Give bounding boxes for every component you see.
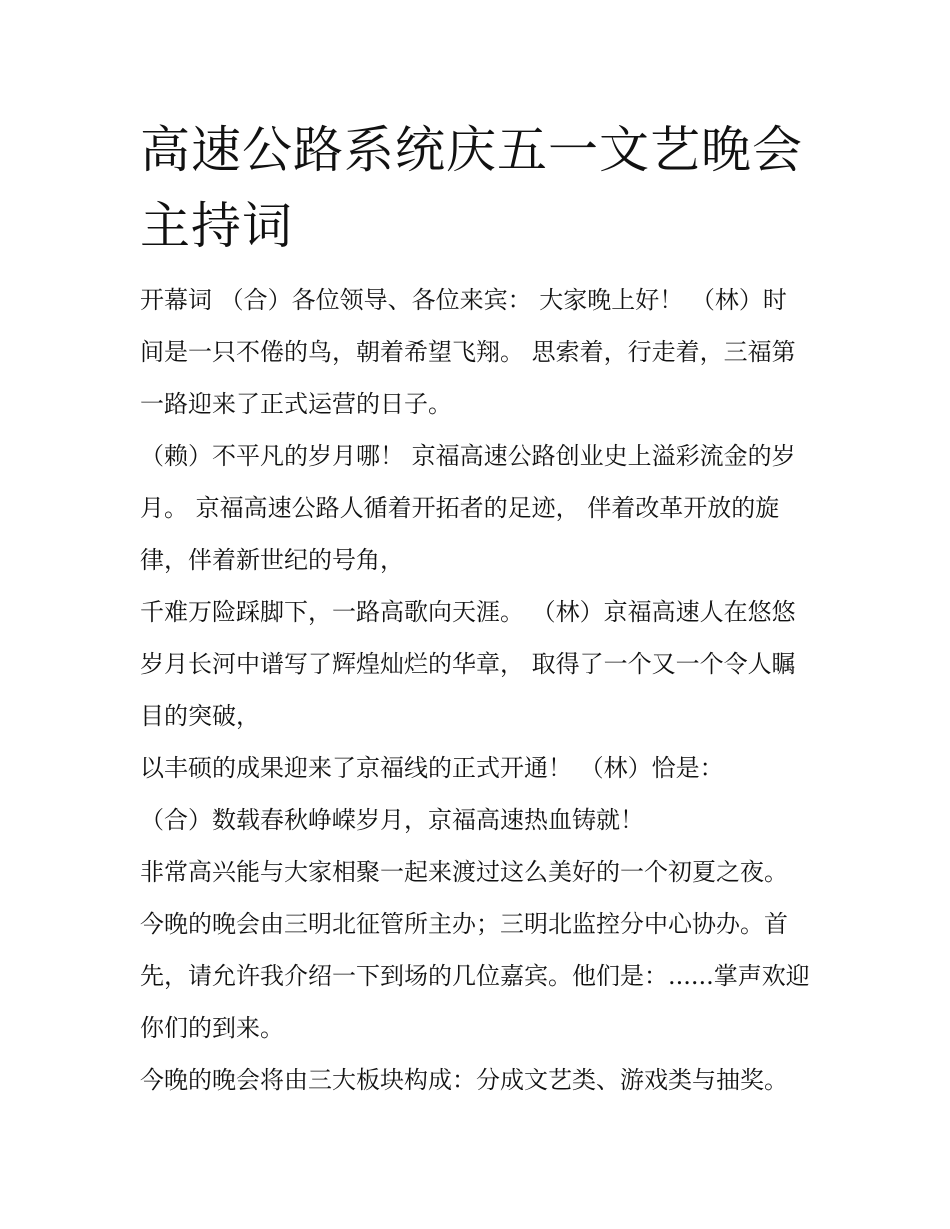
paragraph-together: （合）数载春秋峥嵘岁月，京福高速热血铸就！	[140, 806, 644, 834]
paragraph-opening: 开幕词 （合）各位领导、各位来宾： 大家晚上好！ （林）时间是一只不倦的鸟，朝着希望飞翔。 思索着，行走着，三福第一路迎来了正式运营的日子。	[140, 286, 796, 418]
paragraph-lai: （赖）不平凡的岁月哪！ 京福高速公路创业史上溢彩流金的岁月。 京福高速公路人循着开拓者的足迹， 伴着改革开放的旋律，伴着新世纪的号角，	[140, 442, 796, 574]
document-body	[140, 274, 810, 1106]
paragraph-welcome-guests: 非常高兴能与大家相聚一起来渡过这么美好的一个初夏之夜。今晚的晚会由三明北征管所主办；三明北监控分中心协办。首先，请允许我介绍一下到场的几位嘉宾。他们是：......掌声欢迎你们的到来。	[140, 858, 810, 1042]
document-title: 高速公路系统庆五一文艺晚会主持词	[140, 121, 803, 255]
paragraph-program-sections: 今晚的晚会将由三大板块构成：分成文艺类、游戏类与抽奖。	[140, 1066, 788, 1094]
paragraph-opening-line: 以丰硕的成果迎来了京福线的正式开通！ （林）恰是：	[140, 754, 724, 782]
paragraph-lin-achievements: 千难万险踩脚下，一路高歌向天涯。 （林）京福高速人在悠悠岁月长河中谱写了辉煌灿烂的华章， 取得了一个又一个令人瞩目的突破，	[140, 598, 796, 730]
